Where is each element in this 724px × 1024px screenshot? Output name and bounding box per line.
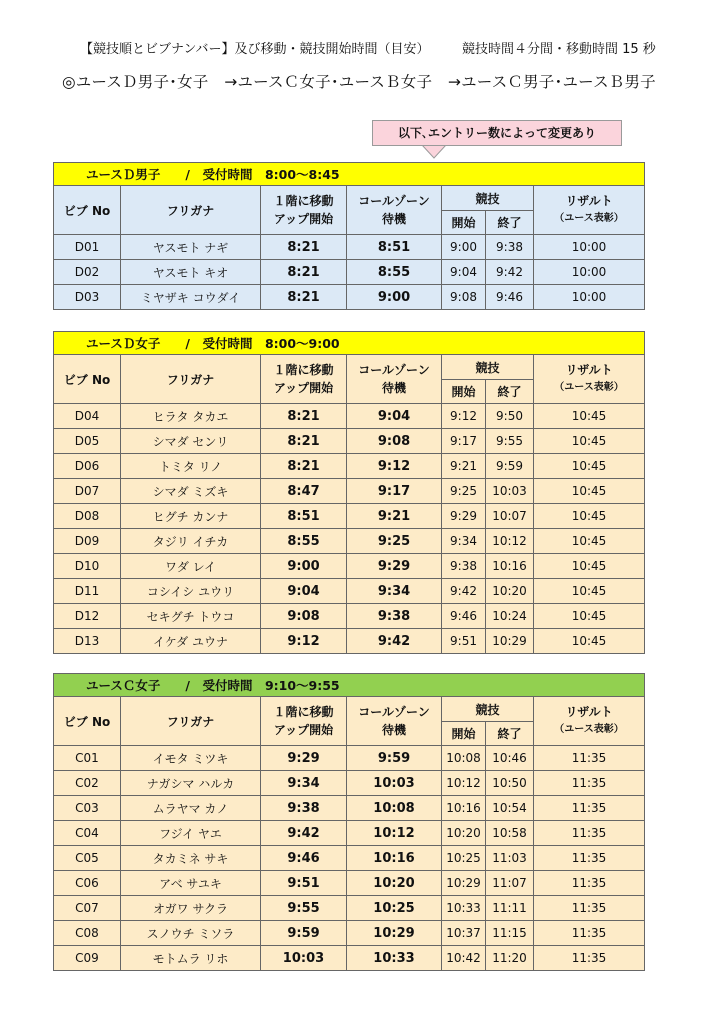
furigana-cell: ヒラタ タカエ [121,404,261,429]
start-time-cell: 9:51 [442,629,486,654]
table-row [54,771,645,796]
section-title: ユースＤ男子 / 受付時間 8:00～8:45 [54,163,645,186]
end-time-cell: 11:03 [486,846,534,871]
bib-cell: C07 [54,896,121,921]
start-time-cell: 9:17 [442,429,486,454]
result-time-cell: 11:35 [534,921,645,946]
table-row [54,260,645,285]
table-row [54,746,645,771]
call-zone-cell: 9:59 [347,746,442,771]
furigana-cell: ワダ レイ [121,554,261,579]
move-time-cell: 8:21 [261,454,347,479]
move-time-cell: 9:00 [261,554,347,579]
move-time-cell: 9:38 [261,796,347,821]
move-time-cell: 9:29 [261,746,347,771]
table-row [54,429,645,454]
table-row [54,504,645,529]
call-zone-cell: 9:42 [347,629,442,654]
page-title-line [80,38,656,57]
bib-cell: C06 [54,871,121,896]
call-zone-cell: 10:08 [347,796,442,821]
bib-cell: C09 [54,946,121,971]
table-row [54,796,645,821]
result-time-cell: 10:00 [534,260,645,285]
furigana-cell: イケダ ユウナ [121,629,261,654]
col-move-time: １階に移動 アップ開始 [261,355,347,404]
bib-cell: D05 [54,429,121,454]
result-time-cell: 10:45 [534,404,645,429]
result-time-cell: 11:35 [534,846,645,871]
move-time-cell: 9:04 [261,579,347,604]
table-row [54,871,645,896]
table-row [54,554,645,579]
call-zone-cell: 10:29 [347,921,442,946]
bib-cell: C02 [54,771,121,796]
furigana-cell: タジリ イチカ [121,529,261,554]
end-time-cell: 10:29 [486,629,534,654]
furigana-cell: ミヤザキ コウダイ [121,285,261,310]
col-furigana: フリガナ [121,186,261,235]
result-time-cell: 10:45 [534,529,645,554]
col-result: リザルト （ユース表彰） [534,355,645,404]
table-row [54,529,645,554]
end-time-cell: 11:15 [486,921,534,946]
end-time-cell: 10:03 [486,479,534,504]
col-bib: ビブ No [54,697,121,746]
col-competition: 競技 [442,355,534,380]
col-furigana: フリガナ [121,697,261,746]
bib-cell: D06 [54,454,121,479]
call-zone-cell: 10:20 [347,871,442,896]
col-call-zone: コールゾーン 待機 [347,697,442,746]
result-time-cell: 10:45 [534,554,645,579]
result-time-cell: 10:45 [534,579,645,604]
result-time-cell: 10:45 [534,504,645,529]
bib-cell: D11 [54,579,121,604]
section-title: ユースＤ女子 / 受付時間 8:00～9:00 [54,332,645,355]
start-time-cell: 9:46 [442,604,486,629]
start-time-cell: 10:16 [442,796,486,821]
col-end: 終了 [486,380,534,404]
start-time-cell: 10:42 [442,946,486,971]
move-time-cell: 9:12 [261,629,347,654]
end-time-cell: 9:59 [486,454,534,479]
call-zone-cell: 10:03 [347,771,442,796]
end-time-cell: 10:24 [486,604,534,629]
col-start: 開始 [442,380,486,404]
end-time-cell: 10:16 [486,554,534,579]
end-time-cell: 9:42 [486,260,534,285]
furigana-cell: ヤスモト キオ [121,260,261,285]
furigana-cell: モトムラ リホ [121,946,261,971]
result-time-cell: 10:45 [534,604,645,629]
bib-cell: D08 [54,504,121,529]
end-time-cell: 9:55 [486,429,534,454]
table-row [54,604,645,629]
bib-cell: C04 [54,821,121,846]
furigana-cell: コシイシ ユウリ [121,579,261,604]
result-time-cell: 10:45 [534,479,645,504]
bib-cell: D10 [54,554,121,579]
col-result: リザルト （ユース表彰） [534,186,645,235]
col-call-zone: コールゾーン 待機 [347,186,442,235]
result-time-cell: 11:35 [534,821,645,846]
move-time-cell: 8:21 [261,404,347,429]
start-time-cell: 9:29 [442,504,486,529]
table-row [54,896,645,921]
start-time-cell: 10:33 [442,896,486,921]
table-row [54,946,645,971]
furigana-cell: ヤスモト ナギ [121,235,261,260]
bib-cell: D03 [54,285,121,310]
col-move-time: １階に移動 アップ開始 [261,186,347,235]
start-time-cell: 9:12 [442,404,486,429]
end-time-cell: 10:07 [486,504,534,529]
call-zone-cell: 9:38 [347,604,442,629]
furigana-cell: オガワ サクラ [121,896,261,921]
col-bib: ビブ No [54,186,121,235]
call-zone-cell: 10:33 [347,946,442,971]
call-zone-cell: 9:00 [347,285,442,310]
schedule-table-2 [53,331,645,654]
furigana-cell: ヒグチ カンナ [121,504,261,529]
competition-order: ◎ユースＤ男子･女子 →ユースＣ女子･ユースＢ女子 →ユースＣ男子･ユースＢ男子 [62,73,656,91]
call-zone-cell: 8:55 [347,260,442,285]
bib-cell: D04 [54,404,121,429]
call-zone-cell: 9:04 [347,404,442,429]
start-time-cell: 10:12 [442,771,486,796]
move-time-cell: 8:21 [261,235,347,260]
table-row [54,579,645,604]
furigana-cell: スノウチ ミソラ [121,921,261,946]
table-row [54,629,645,654]
move-time-cell: 8:21 [261,429,347,454]
col-start: 開始 [442,211,486,235]
result-time-cell: 10:45 [534,454,645,479]
move-time-cell: 8:21 [261,285,347,310]
call-zone-cell: 9:08 [347,429,442,454]
call-zone-cell: 9:12 [347,454,442,479]
move-time-cell: 9:59 [261,921,347,946]
col-result: リザルト （ユース表彰） [534,697,645,746]
change-notice-text: 以下､エントリー数によって変更あり [372,120,622,146]
schedule-table-1 [53,162,645,310]
call-zone-cell: 9:29 [347,554,442,579]
start-time-cell: 10:37 [442,921,486,946]
move-time-cell: 9:08 [261,604,347,629]
result-time-cell: 11:35 [534,871,645,896]
move-time-cell: 9:46 [261,846,347,871]
end-time-cell: 9:50 [486,404,534,429]
table-row [54,479,645,504]
furigana-cell: シマダ センリ [121,429,261,454]
furigana-cell: シマダ ミズキ [121,479,261,504]
table-row [54,846,645,871]
call-zone-cell: 9:17 [347,479,442,504]
end-time-cell: 11:20 [486,946,534,971]
call-zone-cell: 8:51 [347,235,442,260]
result-time-cell: 10:45 [534,429,645,454]
end-time-cell: 10:20 [486,579,534,604]
move-time-cell: 8:21 [261,260,347,285]
col-furigana: フリガナ [121,355,261,404]
col-call-zone: コールゾーン 待機 [347,355,442,404]
bib-cell: C01 [54,746,121,771]
bib-cell: D12 [54,604,121,629]
col-competition: 競技 [442,186,534,211]
table-row [54,821,645,846]
start-time-cell: 10:20 [442,821,486,846]
move-time-cell: 9:51 [261,871,347,896]
start-time-cell: 9:25 [442,479,486,504]
call-zone-cell: 10:12 [347,821,442,846]
call-zone-cell: 9:25 [347,529,442,554]
bib-cell: D13 [54,629,121,654]
move-time-cell: 9:55 [261,896,347,921]
bib-cell: D02 [54,260,121,285]
start-time-cell: 9:34 [442,529,486,554]
table-row [54,235,645,260]
start-time-cell: 9:42 [442,579,486,604]
start-time-cell: 10:25 [442,846,486,871]
bib-cell: C08 [54,921,121,946]
result-time-cell: 10:45 [534,629,645,654]
col-competition: 競技 [442,697,534,722]
col-start: 開始 [442,722,486,746]
bib-cell: C03 [54,796,121,821]
move-time-cell: 9:34 [261,771,347,796]
move-time-cell: 9:42 [261,821,347,846]
start-time-cell: 9:00 [442,235,486,260]
result-time-cell: 11:35 [534,896,645,921]
furigana-cell: イモタ ミツキ [121,746,261,771]
table-row [54,921,645,946]
end-time-cell: 10:54 [486,796,534,821]
result-time-cell: 11:35 [534,796,645,821]
col-move-time: １階に移動 アップ開始 [261,697,347,746]
result-time-cell: 11:35 [534,946,645,971]
furigana-cell: トミタ リノ [121,454,261,479]
move-time-cell: 10:03 [261,946,347,971]
result-time-cell: 10:00 [534,285,645,310]
end-time-cell: 9:46 [486,285,534,310]
start-time-cell: 9:21 [442,454,486,479]
end-time-cell: 10:12 [486,529,534,554]
move-time-cell: 8:51 [261,504,347,529]
bib-cell: D09 [54,529,121,554]
col-end: 終了 [486,722,534,746]
bib-cell: D07 [54,479,121,504]
bib-cell: D01 [54,235,121,260]
table-row [54,454,645,479]
schedule-table-3 [53,673,645,971]
end-time-cell: 10:46 [486,746,534,771]
start-time-cell: 10:08 [442,746,486,771]
call-zone-cell: 10:25 [347,896,442,921]
call-zone-cell: 9:21 [347,504,442,529]
end-time-cell: 11:11 [486,896,534,921]
timing-note: 競技時間４分間・移動時間 15 秒 [462,42,656,57]
start-time-cell: 10:29 [442,871,486,896]
start-time-cell: 9:08 [442,285,486,310]
call-zone-cell: 10:16 [347,846,442,871]
furigana-cell: ムラヤマ カノ [121,796,261,821]
call-zone-cell: 9:34 [347,579,442,604]
end-time-cell: 9:38 [486,235,534,260]
furigana-cell: セキグチ トウコ [121,604,261,629]
furigana-cell: ナガシマ ハルカ [121,771,261,796]
end-time-cell: 10:58 [486,821,534,846]
move-time-cell: 8:47 [261,479,347,504]
start-time-cell: 9:04 [442,260,486,285]
end-time-cell: 10:50 [486,771,534,796]
result-time-cell: 11:35 [534,771,645,796]
section-title: ユースＣ女子 / 受付時間 9:10～9:55 [54,674,645,697]
furigana-cell: フジイ ヤエ [121,821,261,846]
start-time-cell: 9:38 [442,554,486,579]
col-end: 終了 [486,211,534,235]
bib-cell: C05 [54,846,121,871]
move-time-cell: 8:55 [261,529,347,554]
table-row [54,404,645,429]
result-time-cell: 11:35 [534,746,645,771]
result-time-cell: 10:00 [534,235,645,260]
end-time-cell: 11:07 [486,871,534,896]
col-bib: ビブ No [54,355,121,404]
furigana-cell: タカミネ サキ [121,846,261,871]
table-row [54,285,645,310]
furigana-cell: アベ サユキ [121,871,261,896]
change-notice-callout [372,120,622,160]
page-title: 【競技順とビブナンバー】及び移動・競技開始時間（目安） [80,42,430,57]
